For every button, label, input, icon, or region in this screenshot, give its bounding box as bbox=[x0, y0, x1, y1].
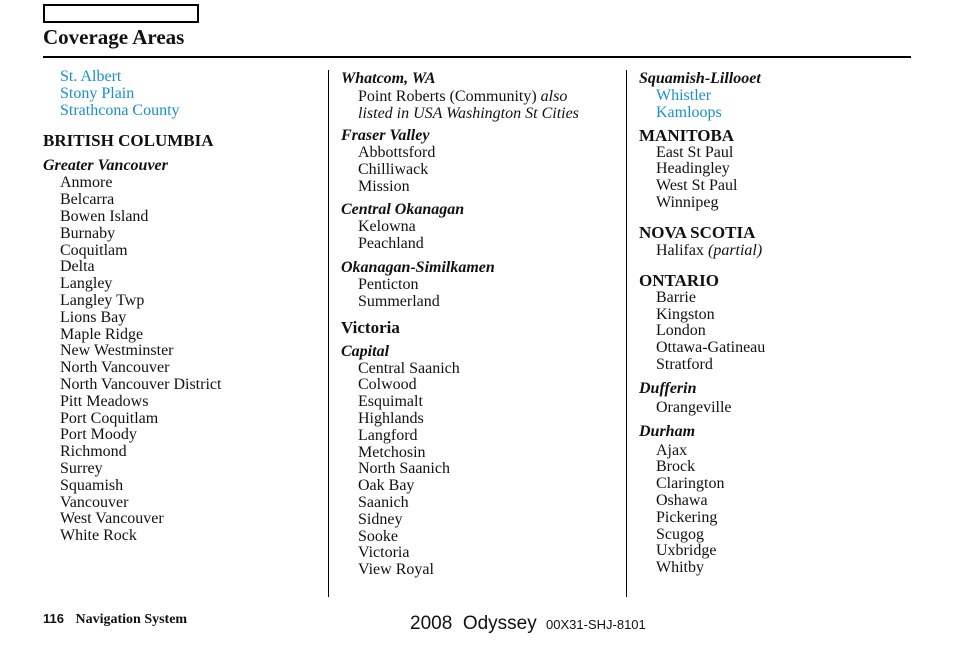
dufferin-list bbox=[639, 400, 919, 417]
list-item: White Rock bbox=[60, 527, 137, 545]
list-item: London bbox=[656, 322, 706, 340]
list-item: Clarington bbox=[656, 475, 725, 493]
list-item: View Royal bbox=[358, 561, 434, 579]
footer-model bbox=[410, 613, 646, 635]
list-item: Esquimalt bbox=[358, 393, 423, 411]
point-roberts-note-a: also bbox=[540, 88, 568, 105]
subheading-whatcom: Whatcom, WA bbox=[341, 70, 436, 87]
halifax-label: Halifax bbox=[656, 241, 704, 259]
link-stony-plain[interactable]: Stony Plain bbox=[60, 84, 135, 102]
heading-nova-scotia: NOVA SCOTIA bbox=[639, 222, 756, 242]
list-item: Sidney bbox=[358, 510, 403, 528]
list-item: Port Coquitlam bbox=[60, 409, 159, 427]
list-item: Winnipeg bbox=[656, 193, 719, 211]
subheading-dufferin: Dufferin bbox=[639, 379, 697, 397]
list-item: West Vancouver bbox=[60, 510, 164, 528]
alberta-links bbox=[43, 69, 313, 119]
list-item: Pickering bbox=[656, 508, 718, 526]
list-item: Oak Bay bbox=[358, 477, 415, 495]
list-item: Belcarra bbox=[60, 191, 115, 209]
list-item: Brock bbox=[656, 458, 696, 476]
list-item: North Vancouver bbox=[60, 359, 170, 377]
list-item: New Westminster bbox=[60, 342, 174, 360]
column-1 bbox=[43, 69, 313, 545]
point-roberts-note-b: listed in USA Washington St Cities bbox=[358, 105, 579, 122]
model-name: 2008 Odyssey bbox=[410, 613, 537, 634]
list-item: Uxbridge bbox=[656, 542, 717, 560]
header-box bbox=[43, 4, 199, 23]
list-item[interactable]: Kamloops bbox=[656, 103, 722, 121]
list-item: Highlands bbox=[358, 409, 424, 427]
central-okanagan-list bbox=[341, 219, 621, 253]
halifax-entry bbox=[639, 242, 919, 259]
list-item: Mission bbox=[358, 177, 410, 195]
document-code: 00X31-SHJ-8101 bbox=[546, 617, 646, 632]
list-item: Burnaby bbox=[60, 224, 116, 242]
page-title: Coverage Areas bbox=[43, 25, 185, 49]
squamish-links bbox=[639, 88, 919, 122]
halifax-note: (partial) bbox=[707, 241, 763, 259]
link-strathcona-county[interactable]: Strathcona County bbox=[60, 101, 180, 119]
list-item: Ajax bbox=[656, 441, 688, 459]
list-item: Squamish bbox=[60, 476, 124, 494]
list-item: North Saanich bbox=[358, 460, 450, 478]
capital-list bbox=[341, 361, 621, 579]
list-item: Chilliwack bbox=[358, 160, 429, 178]
subheading-okanagan-similkamen: Okanagan-Similkamen bbox=[341, 258, 495, 276]
section-name: Navigation System bbox=[75, 612, 188, 627]
list-item: Surrey bbox=[60, 459, 103, 477]
list-item: West St Paul bbox=[656, 177, 738, 195]
list-item: Summerland bbox=[358, 292, 440, 310]
point-roberts-label: Point Roberts (Community) bbox=[358, 88, 537, 105]
list-item: Orangeville bbox=[656, 398, 732, 416]
subheading-durham: Durham bbox=[639, 422, 696, 440]
heading-ontario: ONTARIO bbox=[639, 270, 719, 290]
list-item: Peachland bbox=[358, 235, 424, 253]
list-item[interactable]: Whistler bbox=[656, 87, 712, 104]
title-rule bbox=[43, 56, 911, 58]
list-item: Victoria bbox=[358, 544, 410, 562]
heading-victoria: Victoria bbox=[341, 317, 400, 337]
list-item: Anmore bbox=[60, 174, 113, 192]
list-item: Langley bbox=[60, 275, 113, 293]
fraser-valley-list bbox=[341, 145, 621, 195]
subheading-central-okanagan: Central Okanagan bbox=[341, 201, 465, 219]
list-item: Penticton bbox=[358, 275, 419, 293]
subheading-squamish-lillooet: Squamish-Lillooet bbox=[639, 70, 761, 87]
heading-british-columbia: BRITISH COLUMBIA bbox=[43, 131, 214, 151]
list-item: Scugog bbox=[656, 525, 704, 543]
list-item: East St Paul bbox=[656, 143, 734, 161]
list-item: Colwood bbox=[358, 376, 417, 394]
list-item: Headingley bbox=[656, 160, 730, 178]
heading-manitoba: MANITOBA bbox=[639, 125, 735, 145]
list-item: Whitby bbox=[656, 559, 704, 577]
list-item: Barrie bbox=[656, 288, 696, 306]
list-item: Port Moody bbox=[60, 426, 137, 444]
list-item: Stratford bbox=[656, 355, 713, 373]
okanagan-similkamen-list bbox=[341, 277, 621, 311]
column-2 bbox=[341, 69, 621, 579]
list-item: Sooke bbox=[358, 527, 398, 545]
column-divider-2 bbox=[626, 70, 627, 597]
list-item: North Vancouver District bbox=[60, 375, 222, 393]
list-item: Metchosin bbox=[358, 443, 426, 461]
column-divider-1 bbox=[328, 70, 329, 597]
list-item: Maple Ridge bbox=[60, 325, 144, 343]
list-item: Langley Twp bbox=[60, 291, 145, 309]
list-item: Kingston bbox=[656, 305, 715, 323]
column-3 bbox=[639, 69, 919, 577]
list-item: Lions Bay bbox=[60, 308, 127, 326]
list-item: Vancouver bbox=[60, 493, 129, 511]
ontario-list bbox=[639, 290, 919, 374]
list-item: Central Saanich bbox=[358, 359, 460, 377]
list-item: Delta bbox=[60, 258, 95, 276]
list-item: Saanich bbox=[358, 493, 409, 511]
footer-section bbox=[43, 611, 187, 628]
durham-list bbox=[639, 443, 919, 577]
page-number: 116 bbox=[43, 611, 64, 626]
manitoba-list bbox=[639, 145, 919, 212]
list-item: Abbottsford bbox=[358, 144, 436, 161]
subheading-greater-vancouver: Greater Vancouver bbox=[43, 157, 168, 175]
list-item: Bowen Island bbox=[60, 207, 149, 225]
list-item: Pitt Meadows bbox=[60, 392, 149, 410]
list-item: Coquitlam bbox=[60, 241, 128, 259]
subheading-fraser-valley: Fraser Valley bbox=[341, 127, 430, 144]
list-item: Langford bbox=[358, 426, 418, 444]
list-item: Ottawa-Gatineau bbox=[656, 339, 766, 357]
link-st-albert[interactable]: St. Albert bbox=[60, 68, 122, 85]
list-item: Kelowna bbox=[358, 218, 416, 236]
list-item: Richmond bbox=[60, 443, 127, 461]
point-roberts-entry bbox=[341, 88, 621, 122]
subheading-capital: Capital bbox=[341, 342, 390, 360]
greater-vancouver-list bbox=[43, 175, 313, 545]
list-item: Oshawa bbox=[656, 491, 708, 509]
